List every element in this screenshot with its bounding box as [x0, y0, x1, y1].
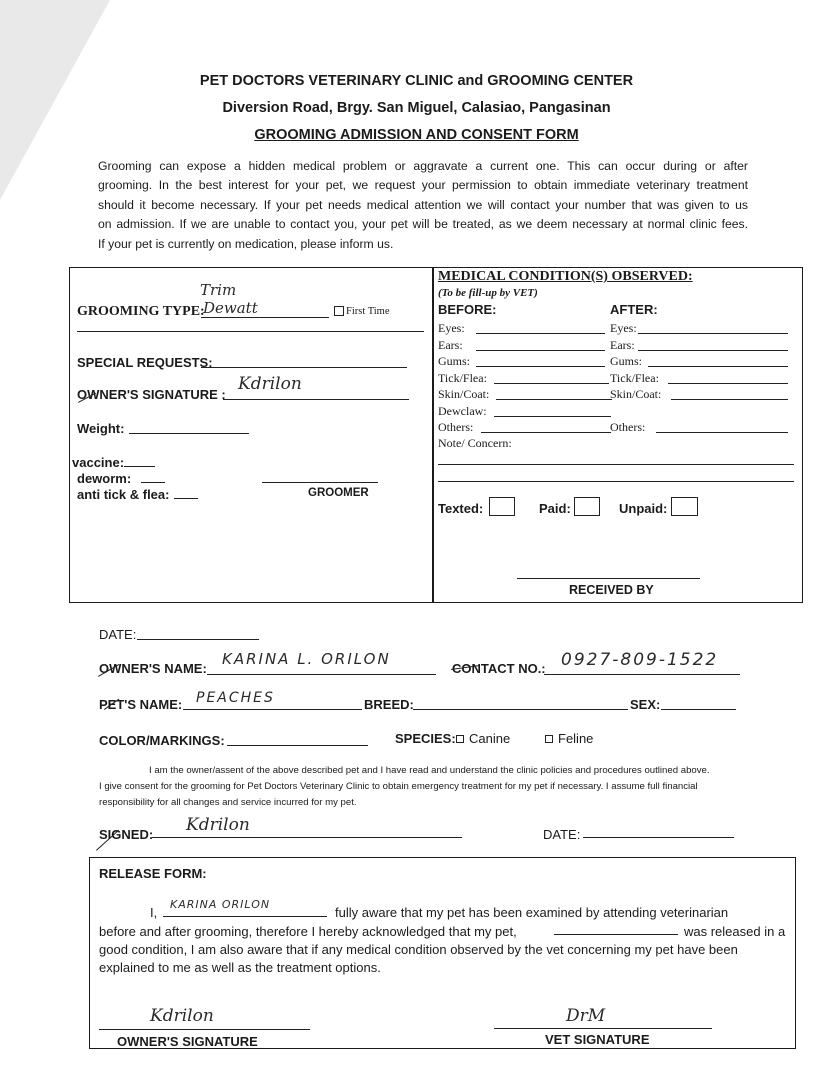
after-item-line[interactable] [638, 333, 788, 334]
after-item-label: Ears: [610, 337, 635, 352]
consent-line-1: I am the owner/assent of the above described pet and I have read and understand the clinic policies and procedures outlined above. [149, 765, 710, 776]
grooming-type-note: Trim [200, 281, 237, 299]
anti-tick-flea-label: anti tick & flea: [77, 487, 170, 502]
owner-name-line[interactable] [207, 674, 436, 675]
anti-tick-flea-line[interactable] [174, 498, 198, 499]
before-item-label: Ears: [438, 337, 463, 352]
first-time-label: First Time [346, 306, 390, 317]
sex-label: SEX: [630, 697, 661, 712]
box-divider [432, 267, 434, 603]
release-title: RELEASE FORM: [99, 866, 207, 881]
intro-line-2: grooming. In the best interest for your pet, we request your permission to obtain immediate veterinary treatment [98, 178, 748, 193]
deworm-line[interactable] [141, 482, 165, 483]
before-item-line[interactable] [494, 416, 611, 417]
signed-label: SIGNED: [99, 827, 154, 842]
after-item-line[interactable] [648, 366, 788, 367]
vet-signature-line[interactable] [494, 1028, 712, 1029]
intro-line-5: If your pet is currently on medication, please inform us. [98, 236, 394, 251]
unpaid-checkbox[interactable] [671, 497, 698, 516]
signed-date-label: DATE: [543, 827, 581, 842]
note-concern-label: Note/ Concern: [438, 436, 512, 450]
after-item-label: Tick/Flea: [610, 370, 659, 385]
color-markings-label: COLOR/MARKINGS: [99, 733, 225, 748]
signed-value: Kdrilon [186, 815, 250, 835]
pet-name-value: PEACHES [196, 690, 275, 706]
before-item-line[interactable] [481, 432, 611, 433]
texted-label: Texted: [438, 501, 484, 516]
before-item-line[interactable] [496, 399, 612, 400]
weight-label: Weight: [77, 421, 125, 436]
release-line-2b: was released in a [684, 924, 786, 939]
release-owner-signature-line[interactable] [99, 1029, 310, 1030]
before-item-label: Dewclaw: [438, 403, 487, 418]
sex-line[interactable] [661, 709, 736, 710]
release-line-1: fully aware that my pet has been examined by attending veterinarian [335, 905, 729, 920]
contact-value: 0927-809-1522 [561, 650, 719, 670]
after-label: AFTER: [610, 302, 658, 317]
owner-signature-line[interactable] [223, 399, 409, 400]
before-item-label: Skin/Coat: [438, 387, 490, 401]
after-item-label: Others: [610, 420, 646, 434]
vet-signature-label: VET SIGNATURE [545, 1032, 650, 1047]
before-item-line[interactable] [476, 350, 605, 351]
pet-name-label: PET'S NAME: [99, 697, 183, 712]
release-name-value: KARINA ORILON [170, 898, 271, 911]
medical-subtitle: (To be fill-up by VET) [438, 287, 538, 299]
after-item-line[interactable] [656, 432, 788, 433]
canine-label: Canine [469, 731, 511, 746]
texted-checkbox[interactable] [489, 497, 515, 516]
groomer-label: GROOMER [308, 487, 369, 499]
after-item-line[interactable] [671, 399, 788, 400]
before-item-line[interactable] [476, 366, 605, 367]
vaccine-label: vaccine: [72, 455, 125, 470]
groomer-signature-line[interactable] [262, 482, 378, 483]
before-item-line[interactable] [476, 333, 605, 334]
consent-line-2: I give consent for the grooming for Pet Doctors Veterinary Clinic to obtain emergency treatment for my pet if necessary. I assume full financial [99, 781, 698, 792]
first-time-checkbox[interactable] [334, 306, 344, 316]
release-name-line[interactable] [163, 916, 327, 917]
release-line-3: good condition, I am also aware that if any medical condition observed by the vet concerning my pet have been [99, 942, 738, 957]
contact-label: CONTACT NO.: [452, 661, 546, 676]
feline-label: Feline [558, 731, 594, 746]
note-line-2[interactable] [438, 481, 794, 482]
release-line-2a: before and after grooming, therefore I hereby acknowledged that my pet, [99, 924, 517, 939]
before-item-label: Gums: [438, 354, 471, 368]
breed-label: BREED: [364, 697, 414, 712]
grooming-type-label: GROOMING TYPE: [77, 304, 205, 319]
date-label: DATE: [99, 627, 137, 642]
after-item-line[interactable] [638, 350, 788, 351]
note-line-1[interactable] [438, 464, 794, 465]
vet-signature-value: DrM [566, 1006, 606, 1026]
feline-checkbox[interactable] [545, 735, 553, 743]
deworm-label: deworm: [77, 471, 132, 486]
clinic-address: Diversion Road, Brgy. San Miguel, Calasiao, Pangasinan [222, 100, 611, 116]
owner-signature-value: Kdrilon [238, 374, 302, 394]
unpaid-label: Unpaid: [619, 501, 668, 516]
clinic-name: PET DOCTORS VETERINARY CLINIC and GROOMING CENTER [199, 73, 634, 89]
before-label: BEFORE: [438, 302, 497, 317]
color-markings-line[interactable] [227, 745, 368, 746]
signed-line[interactable] [152, 837, 462, 838]
signed-date-line[interactable] [583, 837, 734, 838]
release-i-label: I, [150, 905, 158, 920]
medical-title: MEDICAL CONDITION(S) OBSERVED: [438, 269, 693, 284]
received-by-line[interactable] [517, 578, 700, 579]
pet-name-line[interactable] [183, 709, 362, 710]
before-item-label: Eyes: [438, 321, 465, 335]
received-by-label: RECEIVED BY [569, 583, 654, 597]
intro-line-1: Grooming can expose a hidden medical problem or aggravate a current one. This can occur during or after [98, 159, 748, 173]
grooming-type-value: Dewatt [203, 299, 258, 317]
owner-name-value: KARINA L. ORILON [222, 650, 391, 668]
intro-paragraph [98, 157, 748, 254]
owner-signature-label: OWNER'S SIGNATURE : [77, 387, 226, 402]
after-item-label: Gums: [610, 354, 643, 368]
canine-checkbox[interactable] [456, 735, 464, 743]
before-item-line[interactable] [494, 383, 609, 384]
breed-line[interactable] [413, 709, 628, 710]
owner-name-label: OWNER'S NAME: [99, 661, 207, 676]
vaccine-line[interactable] [124, 466, 155, 467]
grooming-type-line[interactable] [201, 317, 329, 318]
after-item-label: Skin/Coat: [610, 387, 662, 401]
special-requests-label: SPECIAL REQUESTS: [77, 355, 213, 370]
intro-line-4: on admission. If we are unable to contact you, your pet will be treated, as we deem necessary at normal clinic fees. [98, 217, 748, 232]
special-requests-line[interactable] [201, 367, 407, 368]
intro-line-3: should it become necessary. If your pet needs medical attention we will contact your number that was given to us [98, 197, 748, 212]
after-item-label: Eyes: [610, 321, 637, 335]
before-item-label: Tick/Flea: [438, 370, 487, 385]
after-item-line[interactable] [668, 383, 788, 384]
form-title: GROOMING ADMISSION AND CONSENT FORM [254, 127, 579, 143]
date-line[interactable] [137, 639, 259, 640]
release-owner-signature-label: OWNER'S SIGNATURE [117, 1034, 258, 1049]
release-owner-signature-value: Kdrilon [150, 1006, 214, 1026]
contact-line[interactable] [544, 674, 740, 675]
species-label: SPECIES: [395, 731, 456, 746]
paid-checkbox[interactable] [574, 497, 600, 516]
release-pet-line[interactable] [554, 934, 678, 935]
before-item-label: Others: [438, 420, 474, 434]
weight-line[interactable] [129, 433, 249, 434]
release-line-4: explained to me as well as the treatment options. [99, 960, 381, 975]
grooming-extra-line[interactable] [77, 331, 424, 332]
consent-line-3: responsibility for all changes and service incurred for my pet. [99, 797, 357, 808]
paid-label: Paid: [539, 501, 571, 516]
